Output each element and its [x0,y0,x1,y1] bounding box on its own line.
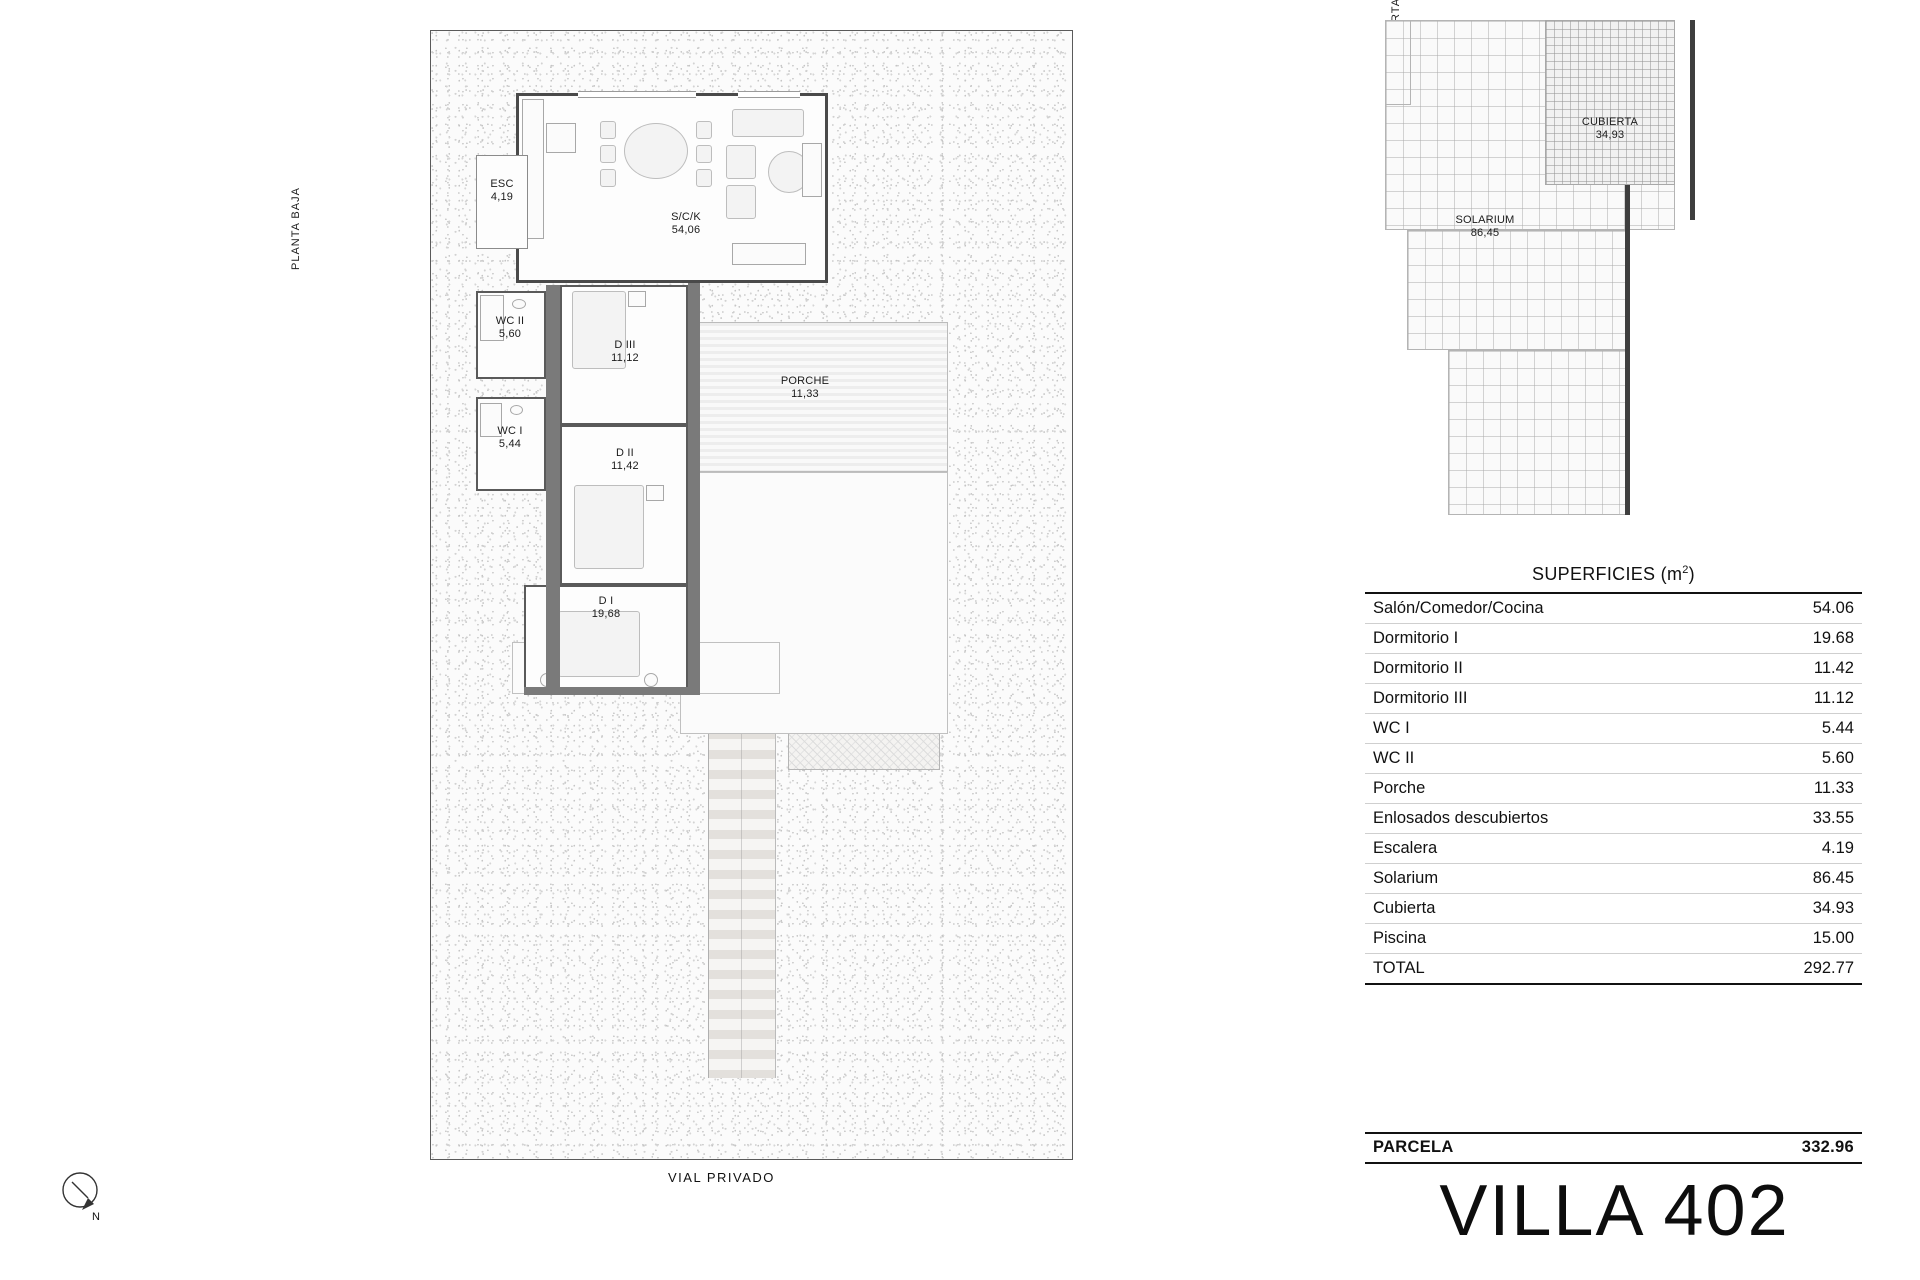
row-value: 11.42 [1733,654,1862,684]
row-value: 11.12 [1733,684,1862,714]
window-opening [738,91,800,98]
table-row [1365,804,1862,834]
table-row [1365,593,1862,624]
tv-unit [802,143,822,197]
table-row [1365,654,1862,684]
corridor-wall [546,285,560,693]
svg-text:N: N [92,1211,100,1223]
table-row [1365,834,1862,864]
row-value: 4.19 [1733,834,1862,864]
dining-chair [696,121,712,139]
room-label-d2: D II 11,42 [611,447,639,472]
surfaces-table-wrap [1365,558,1862,985]
row-label: WC I [1365,714,1733,744]
row-value: 5.60 [1733,744,1862,774]
room-label-d3: D III 11,12 [611,339,639,364]
kitchen-appliance [546,123,576,153]
compass-rose [58,1168,114,1224]
sink [510,405,523,415]
roof-edge-right [1690,20,1695,220]
room-label-wc1: WC I 5,44 [497,425,523,450]
interior-wall [688,283,700,695]
cubierta-area [1545,20,1675,185]
dining-chair [600,169,616,187]
parcela-bar [1365,1132,1862,1164]
table-row [1365,924,1862,954]
room-label-porche: PORCHE 11,33 [780,375,830,400]
row-label: WC II [1365,744,1733,774]
table-row [1365,894,1862,924]
roof-plan [1360,18,1780,518]
row-value: 292.77 [1733,954,1862,985]
row-value: 11.33 [1733,774,1862,804]
caption-text: SUPERFICIES (m [1532,564,1683,584]
room-label-wc2: WC II 5,60 [495,315,525,340]
row-label: Dormitorio I [1365,624,1733,654]
table-row [1365,684,1862,714]
bed [574,485,644,569]
row-value: 33.55 [1733,804,1862,834]
room-label-sck: S/C/K 54,06 [671,211,701,236]
table-row-total [1365,954,1862,985]
dining-table [624,123,688,179]
row-label: Piscina [1365,924,1733,954]
street-label: VIAL PRIVADO [668,1170,775,1185]
row-label: Dormitorio III [1365,684,1733,714]
ground-floor-plan [430,30,1075,1160]
row-label: Enlosados descubiertos [1365,804,1733,834]
caption-text-end: ) [1688,564,1695,584]
table-row [1365,714,1862,744]
row-label: Porche [1365,774,1733,804]
roof-label-cubierta: CUBIERTA 34,93 [1581,116,1639,141]
row-value: 15.00 [1733,924,1862,954]
dining-chair [600,145,616,163]
roof-lower-slab [1407,230,1629,350]
row-label: Solarium [1365,864,1733,894]
roof-label-solarium: SOLARIUM 86,45 [1455,214,1515,239]
row-value: 34.93 [1733,894,1862,924]
table-row [1365,744,1862,774]
parcela-label: PARCELA [1373,1138,1454,1156]
row-label: TOTAL [1365,954,1733,985]
console-table [732,243,806,265]
row-value: 54.06 [1733,593,1862,624]
row-label: Dormitorio II [1365,654,1733,684]
sofa [732,109,804,137]
paved-path-joints [708,730,774,1078]
ground-floor-plan-label: PLANTA BAJA [290,187,302,270]
dining-chair [600,121,616,139]
nightstand [628,291,646,307]
room-label-esc: ESC 4,19 [490,178,514,203]
dining-chair [696,145,712,163]
sink [512,299,526,309]
roof-stair-shaft [1385,20,1411,105]
row-label: Cubierta [1365,894,1733,924]
compass-icon [58,1168,114,1224]
row-label: Escalera [1365,834,1733,864]
row-value: 19.68 [1733,624,1862,654]
caption-superscript: 2 [1682,564,1689,576]
window-opening [578,91,696,98]
table-row [1365,624,1862,654]
row-value: 5.44 [1733,714,1862,744]
row-value: 86.45 [1733,864,1862,894]
armchair [726,145,756,179]
surfaces-table [1365,558,1862,985]
nightstand [646,485,664,501]
south-wall [524,687,700,695]
roof-edge-inner [1625,185,1630,515]
dining-chair [696,169,712,187]
row-label: Salón/Comedor/Cocina [1365,593,1733,624]
page-title: VILLA 402 [1439,1171,1790,1251]
parcela-value: 332.96 [1801,1138,1854,1156]
room-label-d1: D I 19,68 [591,595,621,620]
table-row [1365,774,1862,804]
surfaces-table-caption [1365,558,1862,592]
table-row [1365,864,1862,894]
roof-terrace-slab [1448,350,1629,515]
lamp [644,673,658,687]
